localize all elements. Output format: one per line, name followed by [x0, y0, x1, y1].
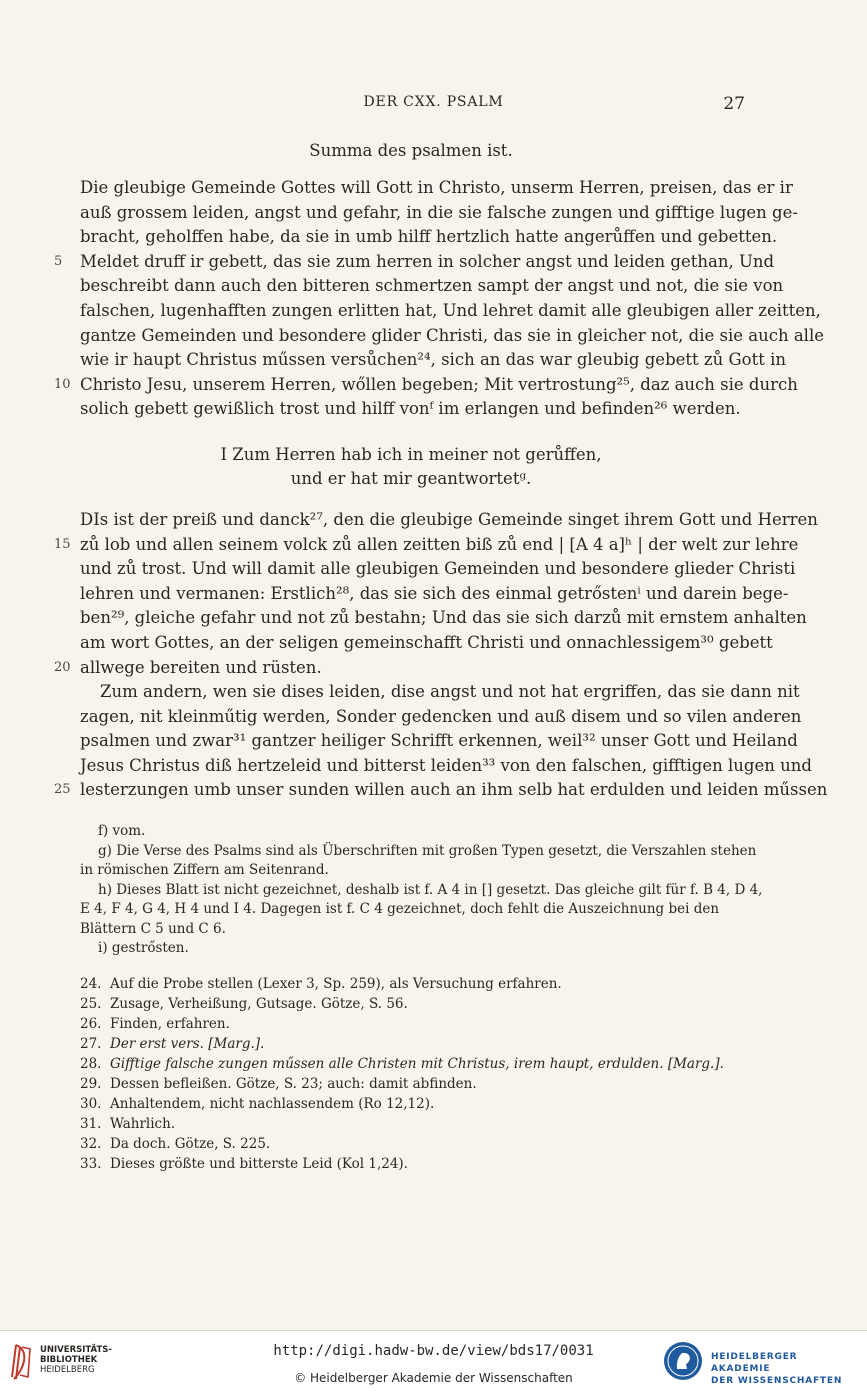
- paragraph-second-point: [54, 680, 828, 803]
- verse-heading: [80, 443, 742, 491]
- note-item: 27. Der erst vers. [Marg.].: [80, 1036, 265, 1052]
- note-item: 26. Finden, erfahren.: [80, 1016, 230, 1032]
- text-line: 15 zů lob und allen seinem volck zů allen zeitten biß zů end | [A 4 a]ʰ | der welt zur lehre: [80, 533, 742, 558]
- library-city: HEIDELBERG: [40, 1365, 95, 1375]
- note-item: 28. Gifftige falsche zungen műssen alle Christen mit Christus, irem haupt, erdulden. [Marg.].: [80, 1056, 724, 1072]
- text-line: bracht, geholffen habe, da sie in umb hilff hertzlich hatte angerůffen und gebetten.: [80, 227, 778, 247]
- footnote-i: i) gestrősten.: [98, 940, 189, 956]
- academy-logo[interactable]: [663, 1341, 853, 1386]
- text-line: 25 lesterzungen umb unser sunden willen auch an ihm selb hat erdulden und leiden műssen: [80, 778, 742, 803]
- footnote-h-cont: E 4, F 4, G 4, H 4 und I 4. Dagegen ist f. C 4 gezeichnet, doch fehlt die Auszeichnung bei den: [80, 901, 720, 917]
- library-name-line: BIBLIOTHEK: [40, 1355, 98, 1365]
- text-line: zagen, nit kleinműtig werden, Sonder gedencken und auß disem und so vilen anderen: [80, 706, 802, 726]
- note-item: 31. Wahrlich.: [80, 1116, 176, 1132]
- text-line: und zů trost. Und will damit alle gleubigen Gemeinden und besondere glieder Christi: [80, 559, 796, 579]
- academy-name-line: DER WISSENSCHAFTEN: [711, 1376, 843, 1386]
- running-header: [0, 94, 867, 116]
- text-line: gantze Gemeinden und besondere glider Christi, das sie in gleicher not, die sie auch alle: [80, 325, 824, 345]
- text-line: wie ir haupt Christus műssen versůchen²⁴, sich an das war gleubig gebett zů Gott in: [80, 350, 786, 370]
- academy-seal-icon: [663, 1341, 703, 1381]
- verse-line: und er hat mir geantwortetᵍ.: [290, 469, 532, 488]
- footer-bar: [0, 1330, 867, 1393]
- text-line: 5 Meldet druff ir gebett, das sie zum herren in solcher angst und leiden gethan, Und: [80, 250, 742, 275]
- footnote-g-cont: in römischen Ziffern am Seitenrand.: [80, 862, 329, 878]
- note-item: 33. Dieses größte und bitterste Leid (Kol 1,24).: [80, 1156, 408, 1172]
- line-number: 15: [54, 536, 71, 552]
- library-name-line: UNIVERSITÄTS-: [40, 1345, 112, 1355]
- page-number: 27: [723, 94, 745, 114]
- line-number: 25: [54, 782, 71, 798]
- text-apparatus: [80, 822, 763, 959]
- verse-line: I Zum Herren hab ich in meiner not gerůffen,: [220, 445, 602, 464]
- paragraph-verse-one: [54, 508, 818, 680]
- running-title: DER CXX. PSALM: [363, 94, 504, 110]
- text-line: Zum andern, wen sie dises leiden, dise angst und not hat ergriffen, das sie dann nit: [100, 682, 800, 701]
- note-item: 25. Zusage, Verheißung, Gutsage. Götze, S. 56.: [80, 996, 408, 1012]
- text-line: solich gebett gewißlich trost und hilff vonᶠ im erlangen und befinden²⁶ werden.: [80, 399, 741, 419]
- text-line: DIs ist der preiß und danck²⁷, den die gleubige Gemeinde singet ihrem Gott und Herren: [80, 510, 818, 529]
- copyright-notice: © Heidelberger Akademie der Wissenschaften: [294, 1371, 573, 1385]
- footnote-g: g) Die Verse des Psalms sind als Überschriften mit großen Typen gesetzt, die Verszahlen stehen: [98, 842, 757, 859]
- academy-name-line: HEIDELBERGER AKADEMIE: [711, 1352, 798, 1374]
- text-line: ben²⁹, gleiche gefahr und not zů bestahn; Und das sie sich darzů mit ernstem anhalten: [80, 608, 807, 628]
- permalink-url[interactable]: http://digi.hadw-bw.de/view/bds17/0031: [273, 1343, 594, 1359]
- text-line: falschen, lugenhafften zungen erlitten hat, Und lehret damit alle gleubigen aller zeitten,: [80, 300, 821, 320]
- text-line: 20 allwege bereiten und rüsten.: [80, 656, 742, 681]
- line-number: 10: [54, 376, 71, 392]
- footnote-h-cont: Blättern C 5 und C 6.: [80, 920, 226, 937]
- commentary-notes: [80, 974, 742, 1174]
- paragraph-summary: [54, 176, 824, 422]
- text-line: am wort Gottes, an der seligen gemeinschafft Christi und onnachlessigem³⁰ gebett: [80, 632, 773, 652]
- text-line: psalmen und zwar³¹ gantzer heiliger Schrifft erkennen, weil³² unser Gott und Heiland: [80, 731, 798, 751]
- footnote-h: h) Dieses Blatt ist nicht gezeichnet, deshalb ist f. A 4 in [] gesetzt. Das gleiche gilt für f. B 4, D 4,: [98, 881, 763, 898]
- text-line: lehren und vermanen: Erstlich²⁸, das sie sich des einmal getrőstenⁱ und darein bege-: [80, 583, 789, 603]
- text-line: 10 Christo Jesu, unserem Herren, wőllen begeben; Mit vertrostung²⁵, daz auch sie durch: [80, 373, 742, 398]
- line-number: 20: [54, 659, 71, 675]
- note-item: 32. Da doch. Götze, S. 225.: [80, 1136, 271, 1152]
- note-item: 24. Auf die Probe stellen (Lexer 3, Sp. 259), als Versuchung erfahren.: [80, 976, 562, 992]
- footnote-f: f) vom.: [98, 823, 146, 839]
- line-number: 5: [54, 253, 63, 269]
- text-line: beschreibt dann auch den bitteren schmertzen sampt der angst und not, die sie von: [80, 276, 784, 296]
- note-item: 29. Dessen befleißen. Götze, S. 23; auch: damit abfinden.: [80, 1076, 477, 1092]
- text-line: Jesus Christus diß hertzeleid und bitterst leiden³³ von den falschen, gifftigen lugen und: [80, 755, 812, 775]
- text-line: Die gleubige Gemeinde Gottes will Gott in Christo, unserm Herren, preisen, das er ir: [80, 178, 793, 197]
- text-line: auß grossem leiden, angst und gefahr, in die sie falsche zungen und gifftige lugen ge-: [80, 202, 798, 222]
- summary-heading: Summa des psalmen ist.: [309, 141, 513, 160]
- note-item: 30. Anhaltendem, nicht nachlassendem (Ro 12,12).: [80, 1096, 435, 1112]
